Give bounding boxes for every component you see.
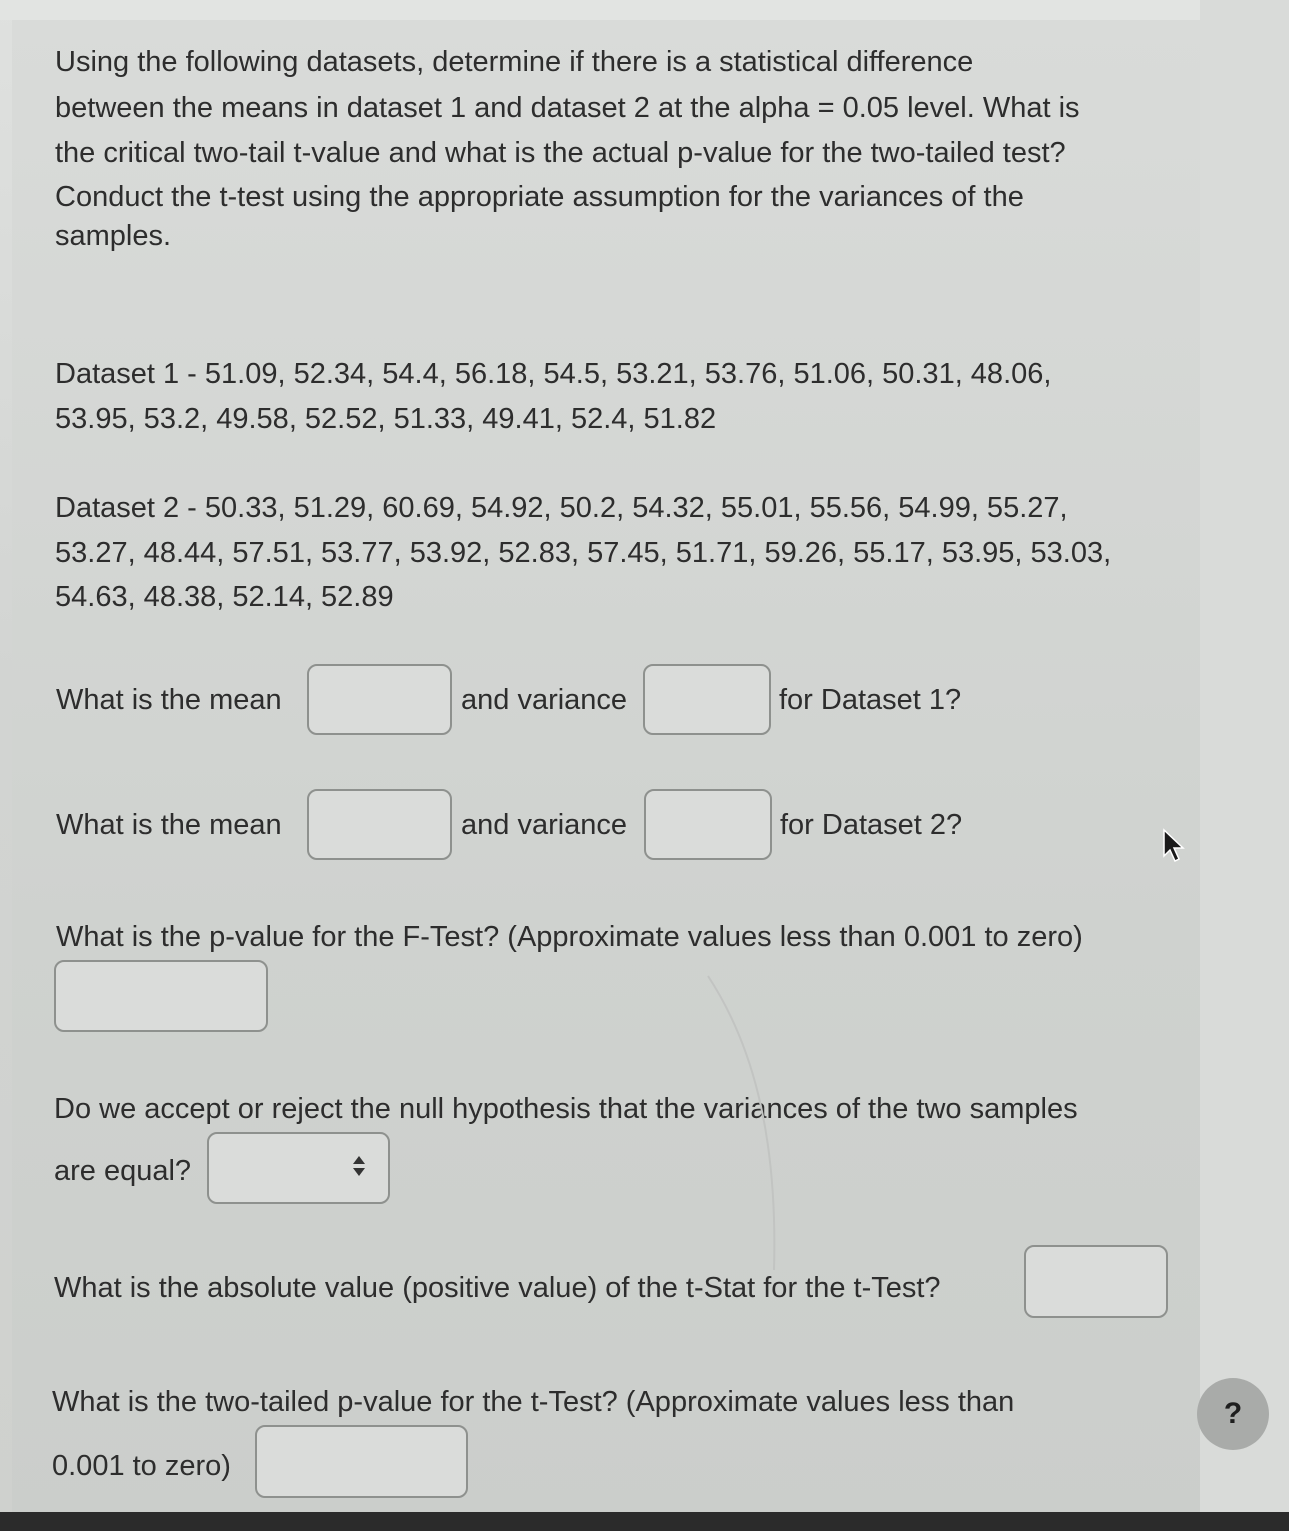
- q2-middle: and variance: [461, 809, 628, 841]
- right-margin: [1200, 0, 1289, 1531]
- dataset2-line-1: Dataset 2 - 50.33, 51.29, 60.69, 54.92, 50.2, 54.32, 55.01, 55.56, 54.99, 55.27,: [55, 492, 1068, 524]
- help-icon: ?: [1223, 1397, 1243, 1430]
- bottom-bezel: [0, 1512, 1289, 1531]
- accept-reject-select[interactable]: [207, 1132, 390, 1204]
- q1-prefix: What is the mean: [56, 684, 282, 716]
- tstat-label: What is the absolute value (positive value) of the t-Stat for the t-Test?: [54, 1272, 941, 1304]
- tstat-input[interactable]: [1024, 1245, 1168, 1318]
- q1-suffix: for Dataset 1?: [779, 684, 962, 716]
- null-hypothesis-question-line-1: Do we accept or reject the null hypothesis that the variances of the two samples: [54, 1093, 1078, 1125]
- ttest-pvalue-line-1: What is the two-tailed p-value for the t-Test? (Approximate values less than: [52, 1386, 1015, 1418]
- q2-suffix: for Dataset 2?: [780, 809, 963, 841]
- intro-line-3: the critical two-tail t-value and what is the actual p-value for the two-tailed test?: [55, 137, 1066, 169]
- ftest-pvalue-input[interactable]: [54, 960, 268, 1032]
- ttest-pvalue-line-2: 0.001 to zero): [52, 1450, 231, 1482]
- q1-middle: and variance: [461, 684, 628, 716]
- null-hypothesis-question-line-2: are equal?: [54, 1155, 192, 1187]
- ftest-pvalue-label: What is the p-value for the F-Test? (Approximate values less than 0.001 to zero): [56, 921, 1083, 953]
- screen-smudge: [690, 970, 800, 1270]
- help-button[interactable]: [1197, 1378, 1269, 1450]
- dataset2-line-2: 53.27, 48.44, 57.51, 53.77, 53.92, 52.83, 57.45, 51.71, 59.26, 55.17, 53.95, 53.03,: [55, 537, 1112, 569]
- dataset1-line-1: Dataset 1 - 51.09, 52.34, 54.4, 56.18, 54.5, 53.21, 53.76, 51.06, 50.31, 48.06,: [55, 358, 1052, 390]
- dataset1-variance-input[interactable]: [643, 664, 771, 735]
- dataset2-variance-input[interactable]: [644, 789, 772, 860]
- dataset2-mean-input[interactable]: [307, 789, 452, 860]
- dataset2-line-3: 54.63, 48.38, 52.14, 52.89: [55, 581, 394, 613]
- dataset1-mean-input[interactable]: [307, 664, 452, 735]
- ttest-pvalue-input[interactable]: [255, 1425, 468, 1498]
- mouse-pointer-icon: [1160, 828, 1190, 868]
- dataset1-line-2: 53.95, 53.2, 49.58, 52.52, 51.33, 49.41, 52.4, 51.82: [55, 403, 717, 435]
- intro-line-4: Conduct the t-test using the appropriate assumption for the variances of the: [55, 181, 1024, 213]
- intro-line-2: between the means in dataset 1 and dataset 2 at the alpha = 0.05 level. What is: [55, 92, 1080, 124]
- intro-line-5: samples.: [55, 220, 172, 252]
- intro-line-1: Using the following datasets, determine if there is a statistical difference: [55, 46, 974, 78]
- top-edge: [0, 0, 1289, 20]
- updown-arrows-icon: [352, 1155, 366, 1181]
- q2-prefix: What is the mean: [56, 809, 282, 841]
